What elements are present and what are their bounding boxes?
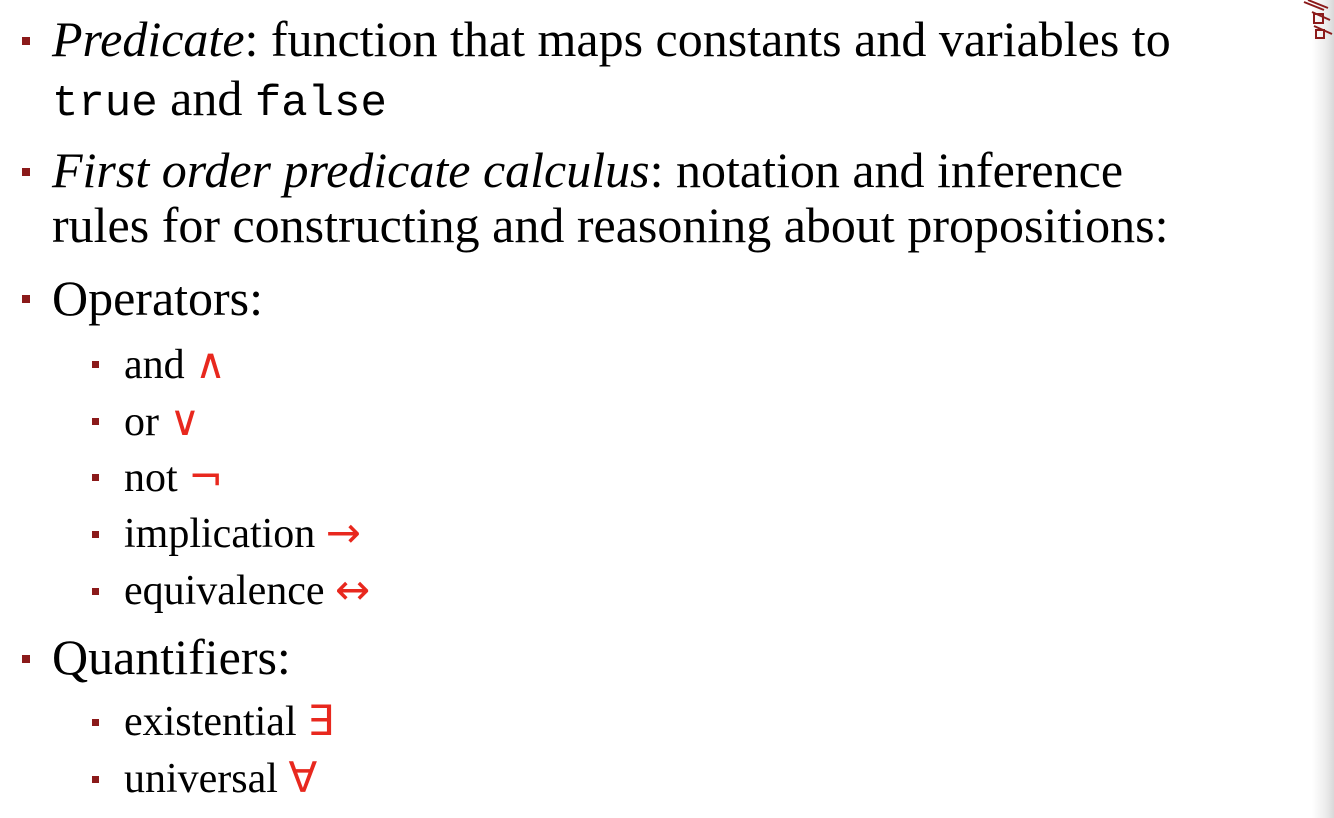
forall-symbol-icon: ∀	[288, 753, 318, 802]
op-not-label: not	[124, 455, 178, 501]
predicate-definition: : function that maps constants and variables to	[244, 11, 1171, 67]
predicate-term: Predicate	[52, 11, 245, 67]
q-existential-label: existential	[124, 699, 297, 745]
code-false: false	[254, 79, 387, 129]
slide-right-edge	[1312, 0, 1334, 818]
bullet-q-existential	[92, 719, 99, 726]
not-symbol-icon: ¬	[188, 452, 224, 501]
bullet-op-equivalence	[92, 588, 99, 595]
op-and-label: and	[124, 342, 185, 388]
op-and	[124, 339, 226, 388]
q-universal	[124, 753, 318, 802]
predicate-line-2	[52, 70, 387, 129]
q-universal-label: universal	[124, 756, 278, 802]
bullet-op-or	[92, 418, 99, 425]
op-equivalence-label: equivalence	[124, 568, 325, 614]
operators-heading: Operators:	[52, 270, 264, 326]
op-implication	[124, 508, 361, 557]
fopc-term: First order predicate calculus	[52, 142, 650, 198]
op-implication-label: implication	[124, 511, 316, 557]
exists-symbol-icon: ∃	[307, 696, 334, 745]
bullet-quantifiers	[22, 655, 30, 663]
corner-logo-fragment	[1294, 0, 1334, 48]
or-symbol-icon: ∨	[169, 396, 201, 445]
op-or	[124, 396, 201, 445]
bullet-q-universal	[92, 776, 99, 783]
quantifiers-heading: Quantifiers:	[52, 629, 291, 685]
bullet-op-not	[92, 474, 99, 481]
bullet-op-implication	[92, 531, 99, 538]
predicate-and-word: and	[170, 70, 243, 126]
code-true: true	[52, 79, 158, 129]
op-or-label: or	[124, 399, 159, 445]
bullet-predicate	[22, 37, 30, 45]
bullet-fopc	[22, 168, 30, 176]
predicate-line-1	[52, 11, 1171, 67]
op-equivalence	[124, 565, 371, 614]
fopc-definition-1: : notation and inference	[649, 142, 1124, 198]
op-not	[124, 452, 224, 501]
fopc-line-1	[52, 142, 1124, 198]
bullet-op-and	[92, 361, 99, 368]
bullet-operators	[22, 295, 30, 303]
fopc-line-2: rules for constructing and reasoning about propositions:	[52, 197, 1169, 253]
equivalence-arrow-icon: ↔	[335, 565, 371, 614]
q-existential	[124, 696, 334, 745]
implication-arrow-icon: →	[325, 508, 361, 557]
and-symbol-icon: ∧	[195, 339, 226, 388]
